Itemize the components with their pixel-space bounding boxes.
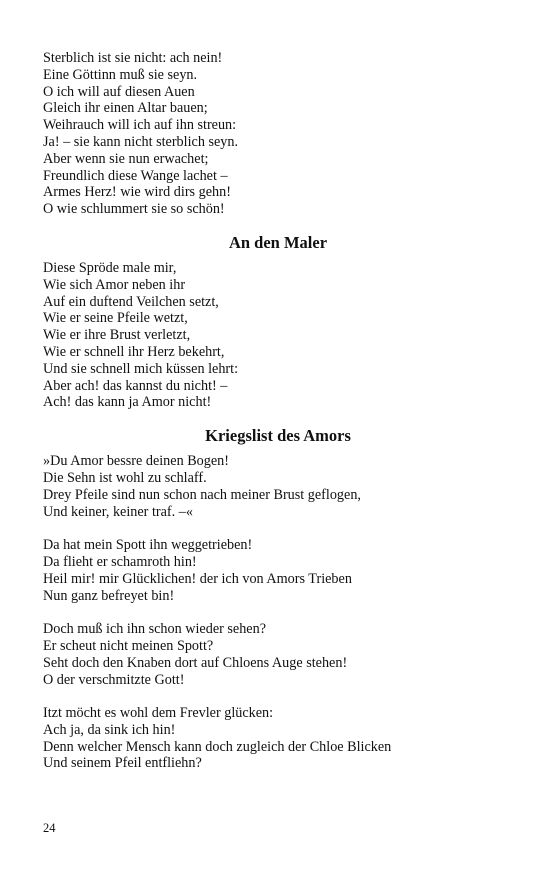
verse-line: Eine Göttinn muß sie seyn. (43, 66, 198, 83)
verse-line: Sterblich ist sie nicht: ach nein! (43, 50, 223, 66)
verse-line: Heil mir! mir Glücklichen! der ich von Amors Trieben (43, 570, 352, 587)
verse-line: Aber wenn sie nun erwachet; (43, 150, 209, 167)
verse-line: Aber ach! das kannst du nicht! – (43, 377, 228, 394)
stanza-gap (43, 604, 513, 621)
page-text (43, 50, 513, 772)
page-number: 24 (43, 821, 56, 835)
poem-continuation-stanza (43, 50, 513, 218)
verse-line: Armes Herz! wie wird dirs gehn! (43, 184, 231, 201)
stanza-gap (43, 520, 513, 537)
verse-line: »Du Amor bessre deinen Bogen! (43, 453, 229, 470)
verse-line: O der verschmitzte Gott! (43, 671, 185, 688)
verse-line: Wie sich Amor neben ihr (43, 276, 186, 293)
verse-line: Drey Pfeile sind nun schon nach meiner Brust geflogen, (43, 486, 361, 503)
verse-line: Freundlich diese Wange lachet – (43, 167, 228, 184)
poem-kriegslist-stanza-1 (43, 453, 513, 520)
verse-line: Ach ja, da sink ich hin! (43, 721, 176, 738)
verse-line: O wie schlummert sie so schön! (43, 201, 225, 218)
verse-line: Ach! das kann ja Amor nicht! (43, 394, 212, 411)
verse-line: Und seinem Pfeil entfliehn? (43, 755, 202, 772)
poem-title-kriegslist-des-amors: Kriegslist des Amors (205, 426, 351, 446)
verse-line: Doch muß ich ihn schon wieder sehen? (43, 621, 266, 638)
verse-line: Nun ganz befreyet bin! (43, 587, 175, 604)
verse-line: Denn welcher Mensch kann doch zugleich der Chloe Blicken (43, 738, 392, 755)
verse-line: Wie er seine Pfeile wetzt, (43, 310, 188, 327)
verse-line: Wie er schnell ihr Herz bekehrt, (43, 343, 225, 360)
verse-line: Diese Spröde male mir, (43, 259, 177, 276)
poem-title-an-den-maler: An den Maler (228, 232, 328, 252)
verse-line: Weihrauch will ich auf ihn streun: (43, 117, 237, 134)
verse-line: Wie er ihre Brust verletzt, (43, 327, 191, 344)
verse-line: Die Sehn ist wohl zu schlaff. (43, 469, 207, 486)
poem-kriegslist-stanza-4 (43, 705, 513, 772)
verse-line: O ich will auf diesen Auen (43, 83, 195, 100)
verse-line: Auf ein duftend Veilchen setzt, (43, 293, 219, 310)
verse-line: Itzt möcht es wohl dem Frevler glücken: (43, 705, 274, 722)
poem-kriegslist-stanza-3 (43, 621, 513, 688)
poem-kriegslist-stanza-2 (43, 537, 513, 604)
verse-line: Ja! – sie kann nicht sterblich seyn. (43, 133, 239, 150)
verse-line: Er scheut nicht meinen Spott? (43, 637, 214, 654)
verse-line: Und sie schnell mich küssen lehrt: (43, 360, 239, 377)
verse-line: Da hat mein Spott ihn weggetrieben! (43, 537, 253, 554)
verse-line: Gleich ihr einen Altar bauen; (43, 100, 208, 117)
stanza-gap (43, 688, 513, 705)
verse-line: Da flieht er schamroth hin! (43, 553, 197, 570)
verse-line: Seht doch den Knaben dort auf Chloens Auge stehen! (43, 654, 348, 671)
poem-an-den-maler-stanza (43, 260, 513, 411)
verse-line: Und keiner, keiner traf. –« (43, 503, 193, 520)
